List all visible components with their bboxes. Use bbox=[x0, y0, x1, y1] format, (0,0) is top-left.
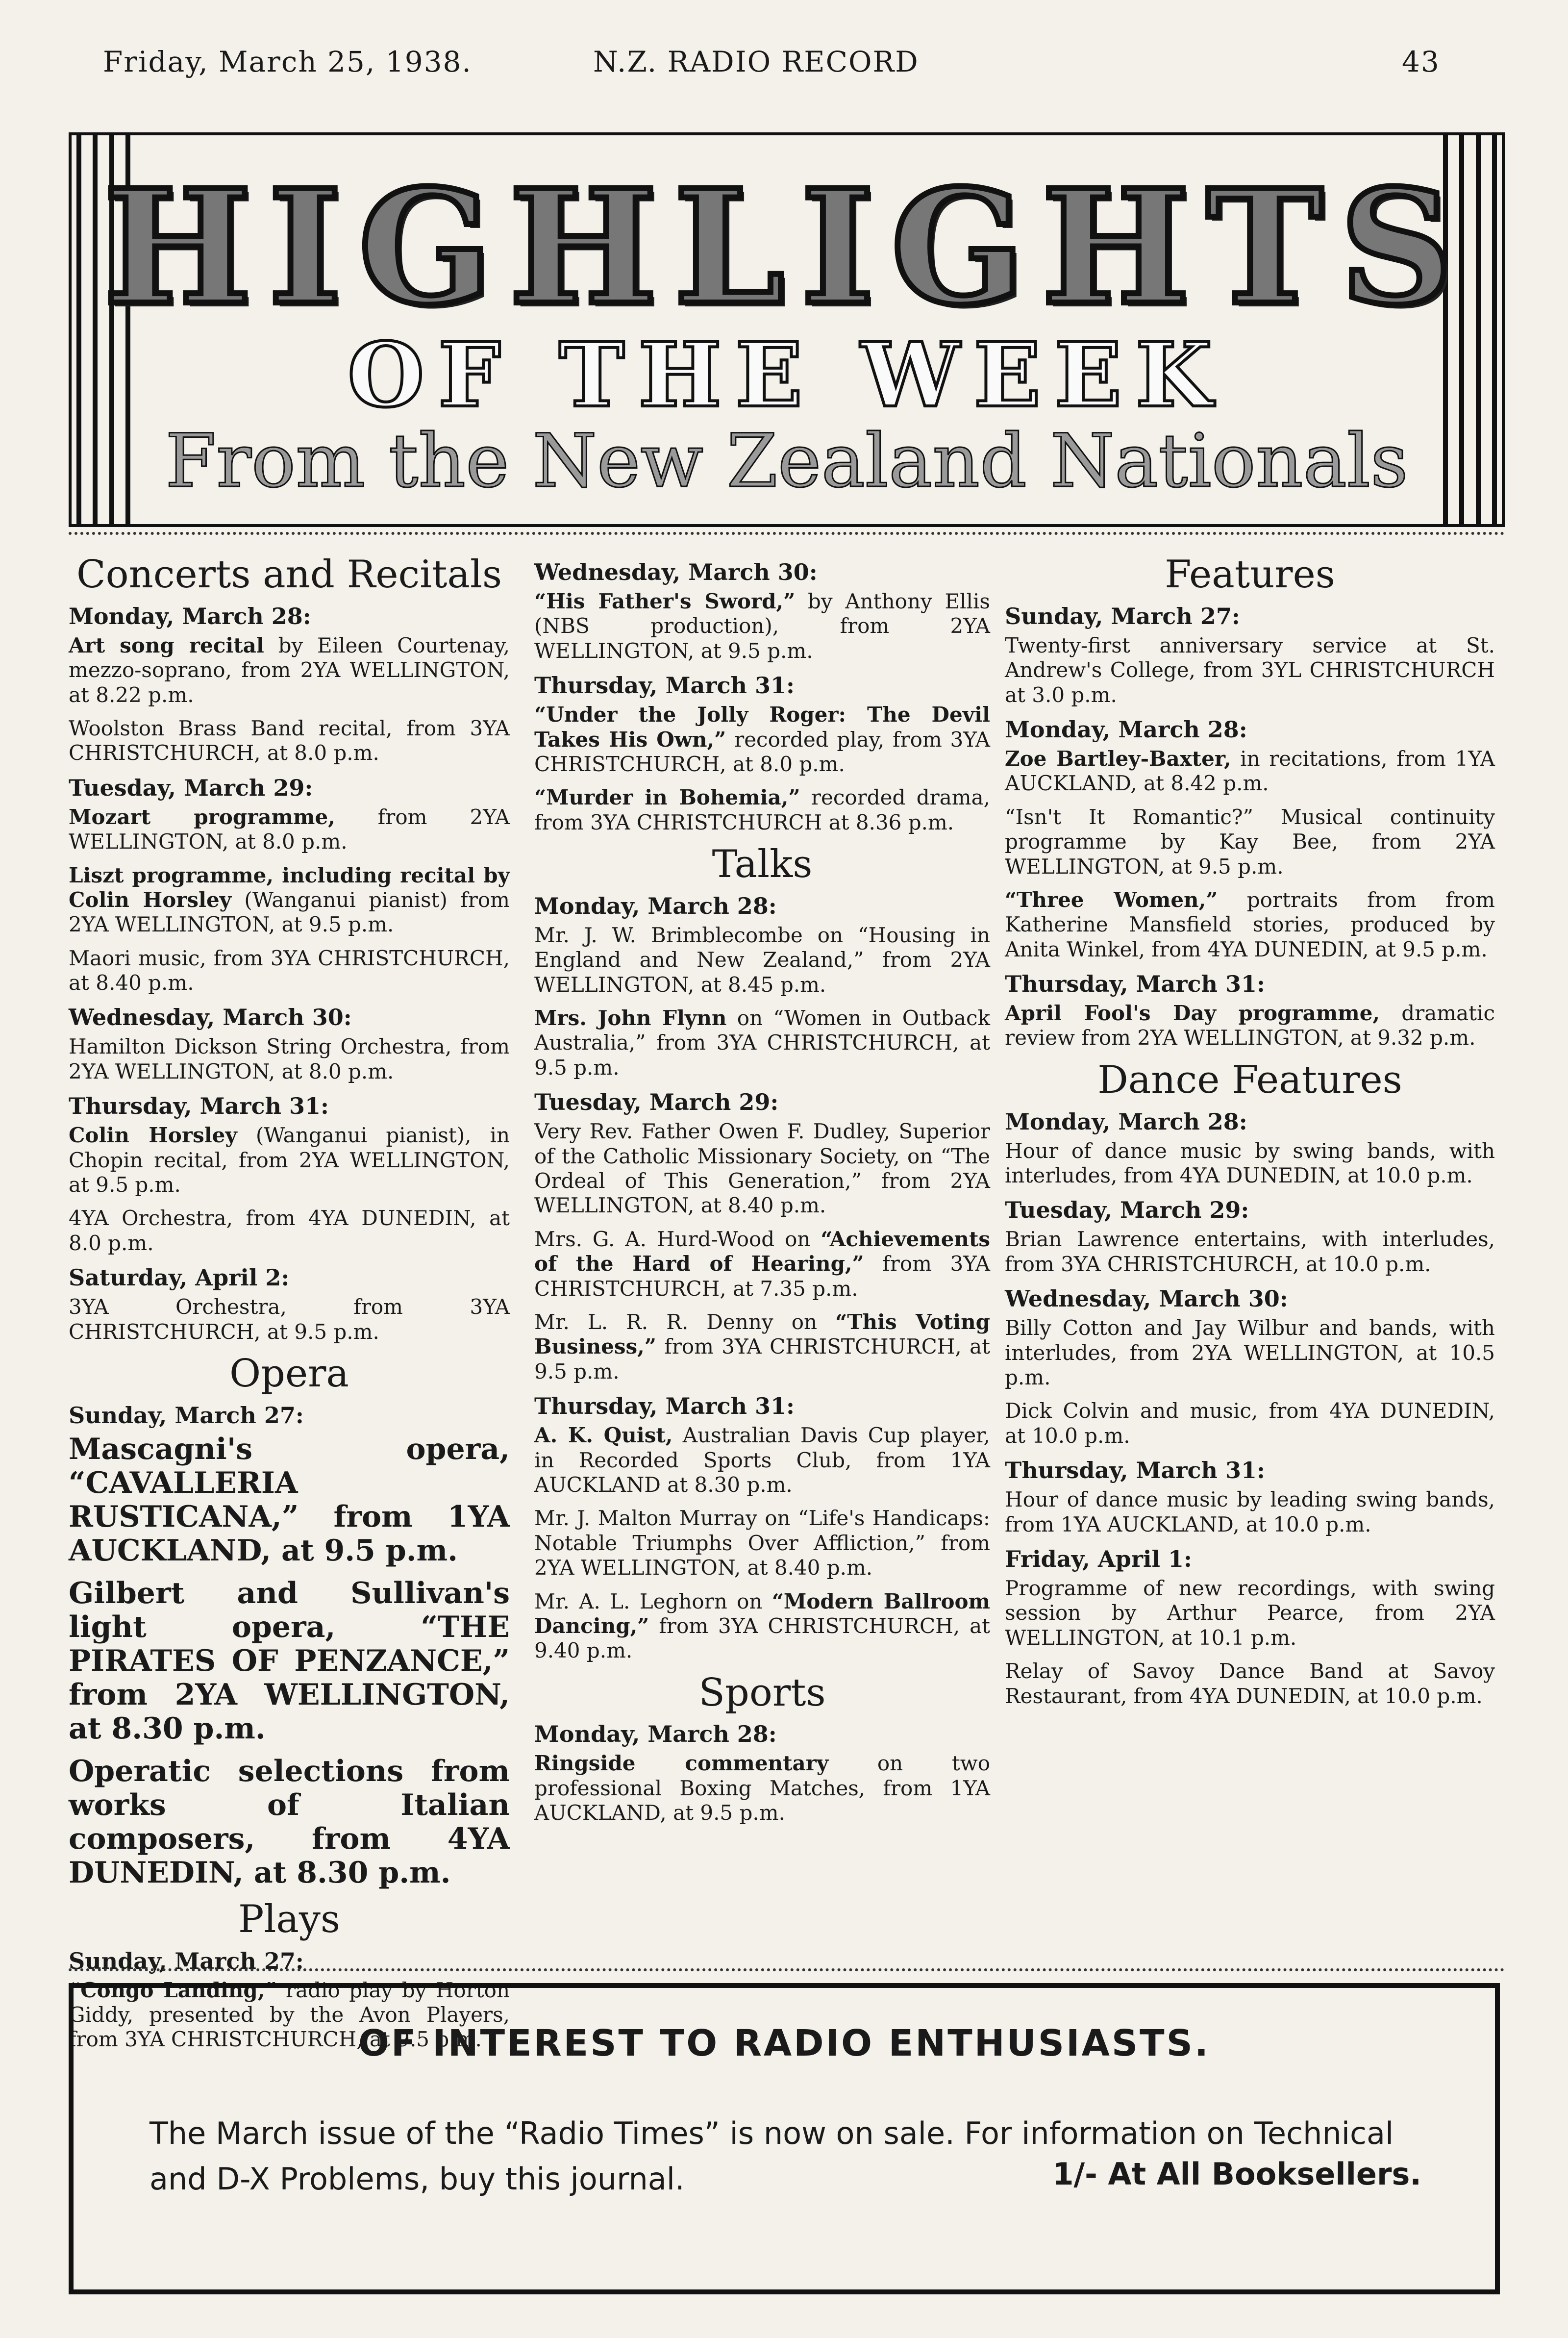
listing: Hour of dance music by leading swing bands, from 1YA AUCKLAND, at 10.0 p.m. bbox=[1005, 1487, 1495, 1536]
listing: Mascagni's opera, “CAVALLERIA RUSTICANA,” from 1YA AUCKLAND, at 9.5 p.m. bbox=[69, 1432, 510, 1568]
listing: Billy Cotton and Jay Wilbur and bands, with interludes, from 2YA WELLINGTON, at 10.5 p.m. bbox=[1005, 1316, 1495, 1390]
listing: Hamilton Dickson String Orchestra, from 2YA WELLINGTON, at 8.0 p.m. bbox=[69, 1034, 510, 1083]
dotted-divider bbox=[69, 532, 1505, 540]
day-heading: Monday, March 28: bbox=[1005, 1108, 1247, 1135]
listing: 3YA Orchestra, from 3YA CHRISTCHURCH, at 9.5 p.m. bbox=[69, 1295, 510, 1344]
listing: Brian Lawrence entertains, with interludes, from 3YA CHRISTCHURCH, at 10.0 p.m. bbox=[1005, 1227, 1495, 1276]
day-heading: Tuesday, March 29: bbox=[1005, 1197, 1249, 1224]
listing: Mrs. John Flynn on “Women in Outback Australia,” from 3YA CHRISTCHURCH, at 9.5 p.m. bbox=[534, 1006, 990, 1080]
day-heading: Wednesday, March 30: bbox=[1005, 1285, 1288, 1312]
listing: “Congo Landing,” radio play by Horton Giddy, presented by the Avon Players, from 3YA CHRISTCHURCH, at 9.5 p.m. bbox=[69, 1978, 510, 2052]
day-heading: Monday, March 28: bbox=[534, 1721, 777, 1748]
column-left bbox=[69, 554, 510, 2061]
listing: Art song recital by Eileen Courtenay, mezzo-soprano, from 2YA WELLINGTON, at 8.22 p.m. bbox=[69, 633, 510, 707]
listing: Mr. J. W. Brimblecombe on “Housing in England and New Zealand,” from 2YA WELLINGTON, at 8.45 p.m. bbox=[534, 923, 990, 997]
listing: Mrs. G. A. Hurd-Wood on “Achievements of the Hard of Hearing,” from 3YA CHRISTCHURCH, at 7.35 p.m. bbox=[534, 1227, 990, 1301]
day-heading: Monday, March 28: bbox=[534, 892, 777, 919]
listing: “His Father's Sword,” by Anthony Ellis (NBS production), from 2YA WELLINGTON, at 9.5 p.m. bbox=[534, 589, 990, 663]
day-heading: Thursday, March 31: bbox=[534, 672, 795, 699]
day-heading: Friday, April 1: bbox=[1005, 1545, 1192, 1572]
listing: Mozart programme, from 2YA WELLINGTON, at 8.0 p.m. bbox=[69, 804, 510, 854]
notice-title: OF INTEREST TO RADIO ENTHUSIASTS. bbox=[358, 2022, 1211, 2064]
listing: 4YA Orchestra, from 4YA DUNEDIN, at 8.0 p.m. bbox=[69, 1206, 510, 1255]
day-heading: Wednesday, March 30: bbox=[534, 559, 818, 585]
day-heading: Thursday, March 31: bbox=[1005, 1457, 1265, 1484]
dotted-divider bbox=[69, 1968, 1505, 1976]
listing: Ringside commentary on two professional Boxing Matches, from 1YA AUCKLAND, at 9.5 p.m. bbox=[534, 1751, 990, 1825]
listing: Mr. L. R. R. Denny on “This Voting Business,” from 3YA CHRISTCHURCH, at 9.5 p.m. bbox=[534, 1310, 990, 1383]
listing: A. K. Quist, Australian Davis Cup player, in Recorded Sports Club, from 1YA AUCKLAND at 8.30 p.m. bbox=[534, 1423, 990, 1497]
day-heading: Thursday, March 31: bbox=[69, 1093, 329, 1120]
listing: Twenty-first anniversary service at St. Andrew's College, from 3YL CHRISTCHURCH at 3.0 p.m. bbox=[1005, 633, 1495, 707]
listing: Mr. J. Malton Murray on “Life's Handicaps: Notable Triumphs Over Affliction,” from 2YA WELLINGTON, at 8.40 p.m. bbox=[534, 1506, 990, 1580]
day-heading: Sunday, March 27: bbox=[69, 1402, 304, 1429]
section-heading-plays: Plays bbox=[238, 1897, 341, 1941]
column-middle bbox=[534, 554, 990, 1835]
listing: Maori music, from 3YA CHRISTCHURCH, at 8.40 p.m. bbox=[69, 946, 510, 995]
listing: “Three Women,” portraits from from Katherine Mansfield stories, produced by Anita Winkel, from 4YA DUNEDIN, at 9.5 p.m. bbox=[1005, 887, 1495, 961]
page-number: 43 bbox=[1402, 45, 1440, 78]
listing: Mr. A. L. Leghorn on “Modern Ballroom Dancing,” from 3YA CHRISTCHURCH, at 9.40 p.m. bbox=[534, 1589, 990, 1663]
day-heading: Saturday, April 2: bbox=[69, 1264, 290, 1291]
day-heading: Thursday, March 31: bbox=[534, 1393, 795, 1420]
listing: “Under the Jolly Roger: The Devil Takes His Own,” recorded play, from 3YA CHRISTCHURCH, at 8.0 p.m. bbox=[534, 703, 990, 776]
listing: Gilbert and Sullivan's light opera, “THE PIRATES OF PENZANCE,” from 2YA WELLINGTON, at 8.30 p.m. bbox=[69, 1576, 510, 1746]
notice-body: The March issue of the “Radio Times” is now on sale. For information on Technical and D-X Problems, buy this journal. bbox=[149, 2115, 1394, 2197]
notice-price: 1/- At All Booksellers. bbox=[1052, 2156, 1421, 2192]
column-right bbox=[1005, 554, 1495, 1717]
section-heading-talks: Talks bbox=[712, 842, 813, 887]
listing: Programme of new recordings, with swing session by Arthur Pearce, from 2YA WELLINGTON, at 10.1 p.m. bbox=[1005, 1576, 1495, 1650]
section-heading-sports: Sports bbox=[698, 1670, 826, 1715]
day-heading: Tuesday, March 29: bbox=[69, 774, 313, 801]
day-heading: Monday, March 28: bbox=[1005, 716, 1247, 743]
listing: Liszt programme, including recital by Colin Horsley (Wanganui pianist) from 2YA WELLINGTON, at 9.5 p.m. bbox=[69, 863, 510, 937]
section-heading-opera: Opera bbox=[229, 1352, 349, 1396]
day-heading: Monday, March 28: bbox=[69, 603, 311, 629]
listing: Operatic selections from works of Italian composers, from 4YA DUNEDIN, at 8.30 p.m. bbox=[69, 1754, 510, 1890]
listing: “Isn't It Romantic?” Musical continuity programme by Kay Bee, from 2YA WELLINGTON, at 9.5 p.m. bbox=[1005, 804, 1495, 879]
listing: Woolston Brass Band recital, from 3YA CHRISTCHURCH, at 8.0 p.m. bbox=[69, 716, 510, 765]
listing: Relay of Savoy Dance Band at Savoy Restaurant, from 4YA DUNEDIN, at 10.0 p.m. bbox=[1005, 1659, 1495, 1708]
listing: April Fool's Day programme, dramatic review from 2YA WELLINGTON, at 9.32 p.m. bbox=[1005, 1001, 1495, 1050]
day-heading: Tuesday, March 29: bbox=[534, 1089, 779, 1116]
listing: “Murder in Bohemia,” recorded drama, from 3YA CHRISTCHURCH at 8.36 p.m. bbox=[534, 785, 990, 834]
banner-title: HIGHLIGHTS bbox=[103, 156, 1470, 340]
section-heading-dance: Dance Features bbox=[1097, 1057, 1402, 1102]
banner-subtitle: OF THE WEEK bbox=[347, 324, 1226, 427]
radio-times-notice bbox=[69, 1983, 1500, 2294]
section-heading-concerts: Concerts and Recitals bbox=[76, 553, 502, 597]
day-heading: Sunday, March 27: bbox=[69, 1947, 304, 1974]
section-heading-features: Features bbox=[1165, 553, 1335, 597]
day-heading: Sunday, March 27: bbox=[1005, 603, 1240, 629]
highlights-banner bbox=[69, 132, 1505, 527]
publication-title: N.Z. RADIO RECORD bbox=[593, 45, 919, 78]
day-heading: Wednesday, March 30: bbox=[69, 1004, 352, 1031]
listing: Very Rev. Father Owen F. Dudley, Superior of the Catholic Missionary Society, on “The Ordeal of This Generation,” from 2YA WELLINGTON, at 8.40 p.m. bbox=[534, 1119, 990, 1218]
day-heading: Thursday, March 31: bbox=[1005, 971, 1265, 998]
banner-tagline: From the New Zealand Nationals bbox=[165, 419, 1408, 504]
listing: Colin Horsley (Wanganui pianist), in Chopin recital, from 2YA WELLINGTON, at 9.5 p.m. bbox=[69, 1123, 510, 1197]
page-date: Friday, March 25, 1938. bbox=[103, 45, 472, 78]
listing: Dick Colvin and music, from 4YA DUNEDIN, at 10.0 p.m. bbox=[1005, 1399, 1495, 1448]
listing: Hour of dance music by swing bands, with interludes, from 4YA DUNEDIN, at 10.0 p.m. bbox=[1005, 1138, 1495, 1188]
listing: Zoe Bartley-Baxter, in recitations, from 1YA AUCKLAND, at 8.42 p.m. bbox=[1005, 746, 1495, 796]
